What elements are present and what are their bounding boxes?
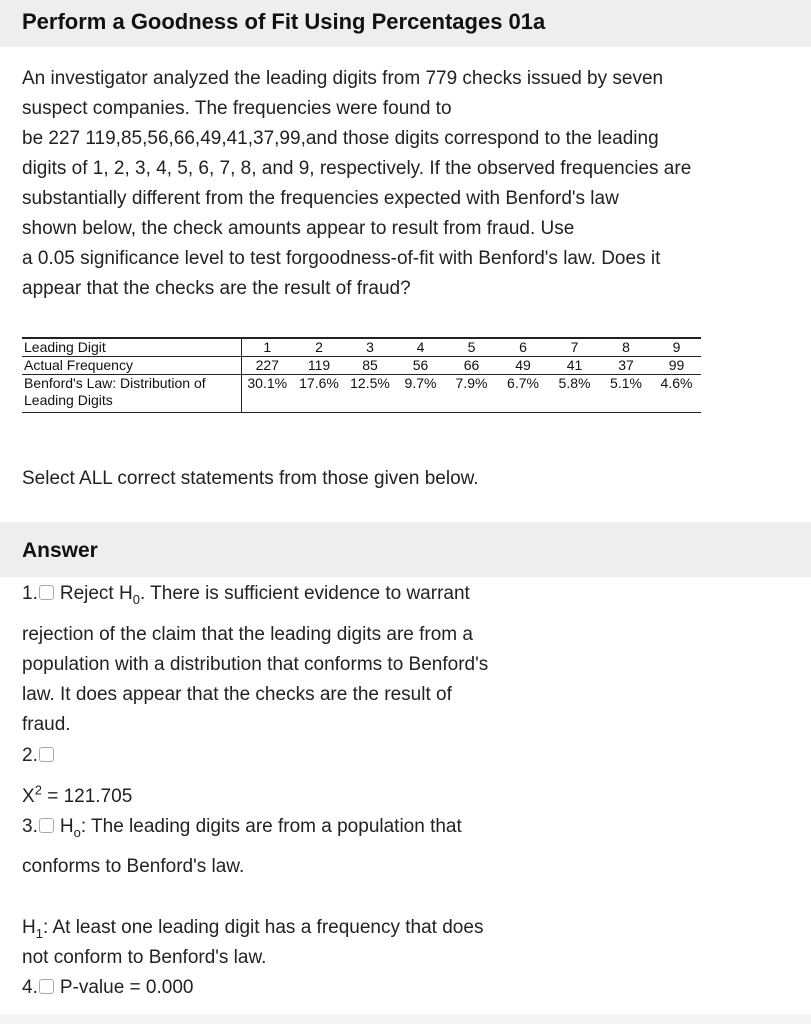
table-row — [22, 338, 701, 357]
row-label-benford: Benford's Law: Distribution of — [22, 375, 241, 393]
question-text — [22, 64, 792, 304]
table-cell: 4 — [395, 338, 446, 357]
table-cell: 227 — [241, 357, 293, 375]
table-cell: 12.5% — [350, 375, 390, 391]
table-cell: 8 — [600, 338, 652, 357]
table-cell: 66 — [446, 357, 497, 375]
chi-square-symbol: X — [22, 786, 35, 807]
table-cell: 49 — [497, 357, 549, 375]
table-cell: 1 — [241, 338, 293, 357]
option-2-checkbox[interactable] — [39, 747, 54, 762]
h1-statement — [22, 913, 483, 943]
option-1 — [22, 579, 470, 609]
option-4-checkbox[interactable] — [39, 979, 54, 994]
h0-text-cont: conforms to Benford's law. — [22, 856, 245, 877]
option-1-text: law. It does appear that the checks are the result of — [22, 684, 452, 705]
option-number: 3. — [22, 816, 38, 837]
table-cell: 5.8% — [558, 375, 591, 391]
h0-text: : The leading digits are from a population that — [80, 816, 462, 837]
option-2 — [22, 741, 60, 771]
option-number: 4. — [22, 977, 38, 998]
option-1-text: population with a distribution that conforms to Benford's — [22, 654, 489, 675]
option-1-text: fraud. — [22, 714, 71, 735]
table-cell: 2 — [293, 338, 345, 357]
option-3-checkbox[interactable] — [39, 818, 54, 833]
question-line: appear that the checks are the result of fraud? — [22, 278, 411, 299]
row-label-benford-cont: Leading Digits — [22, 392, 241, 413]
h0-symbol: H — [59, 816, 74, 837]
table-cell: 5 — [446, 338, 497, 357]
option-2-formula — [22, 782, 132, 812]
table-cell: 5.1% — [610, 375, 642, 391]
table-cell: 119 — [293, 357, 345, 375]
table-cell: 6 — [497, 338, 549, 357]
h0-subscript: o — [73, 824, 81, 840]
answer-header-bar — [0, 522, 811, 577]
table-cell: 99 — [652, 357, 701, 375]
option-4-text: P-value = 0.000 — [59, 977, 194, 998]
option-3 — [22, 812, 462, 842]
table-cell: 9 — [652, 338, 701, 357]
table-row — [22, 357, 701, 375]
page-title: Perform a Goodness of Fit Using Percentages 01a — [22, 9, 546, 34]
table-cell: 6.7% — [507, 375, 539, 391]
h1-symbol: H — [22, 917, 36, 938]
table-cell: 7.9% — [455, 375, 488, 391]
bottom-bar — [0, 1014, 811, 1024]
table-cell: 85 — [345, 357, 395, 375]
table-cell: 3 — [345, 338, 395, 357]
table-cell: 4.6% — [660, 375, 693, 391]
option-1-head-tail: . There is sufficient evidence to warrant — [139, 583, 470, 604]
question-line: be 227 119,85,56,66,49,41,37,99,and those digits correspond to the leading — [22, 128, 659, 149]
table-cell: 41 — [549, 357, 600, 375]
benford-table — [22, 337, 701, 413]
table-row — [22, 375, 701, 393]
h1-text: : At least one leading digit has a frequency that does — [42, 917, 484, 938]
row-label-leading-digit: Leading Digit — [22, 338, 241, 357]
option-number: 1. — [22, 583, 38, 604]
table-cell: 9.7% — [404, 375, 437, 391]
option-4 — [22, 973, 193, 1003]
row-label-actual-frequency: Actual Frequency — [22, 357, 241, 375]
table-cell: 7 — [549, 338, 600, 357]
table-cell: 17.6% — [299, 375, 339, 391]
question-line: a 0.05 significance level to test forgoodness-of-fit with Benford's law. Does it — [22, 248, 661, 269]
h1-text-cont: not conform to Benford's law. — [22, 947, 267, 968]
question-line: shown below, the check amounts appear to result from fraud. Use — [22, 218, 575, 239]
option-1-text: rejection of the claim that the leading digits are from a — [22, 624, 473, 645]
table-cell: 30.1% — [247, 375, 288, 391]
chi-square-exponent: 2 — [34, 782, 42, 798]
option-1-subscript: 0 — [132, 591, 140, 607]
question-line: substantially different from the frequencies expected with Benford's law — [22, 188, 619, 209]
table-cell: 37 — [600, 357, 652, 375]
answer-heading: Answer — [22, 539, 98, 562]
question-line: An investigator analyzed the leading digits from 779 checks issued by seven — [22, 68, 664, 89]
table-cell: 56 — [395, 357, 446, 375]
option-1-head: Reject H — [59, 583, 133, 604]
option-number: 2. — [22, 745, 38, 766]
chi-square-value: = 121.705 — [41, 786, 133, 807]
instruction-text: Select ALL correct statements from those given below. — [22, 468, 479, 489]
question-line: digits of 1, 2, 3, 4, 5, 6, 7, 8, and 9, respectively. If the observed frequencies are — [22, 158, 692, 179]
option-1-checkbox[interactable] — [39, 585, 54, 600]
h1-subscript: 1 — [35, 925, 43, 941]
question-line: suspect companies. The frequencies were found to — [22, 98, 452, 119]
table-row — [22, 392, 701, 413]
